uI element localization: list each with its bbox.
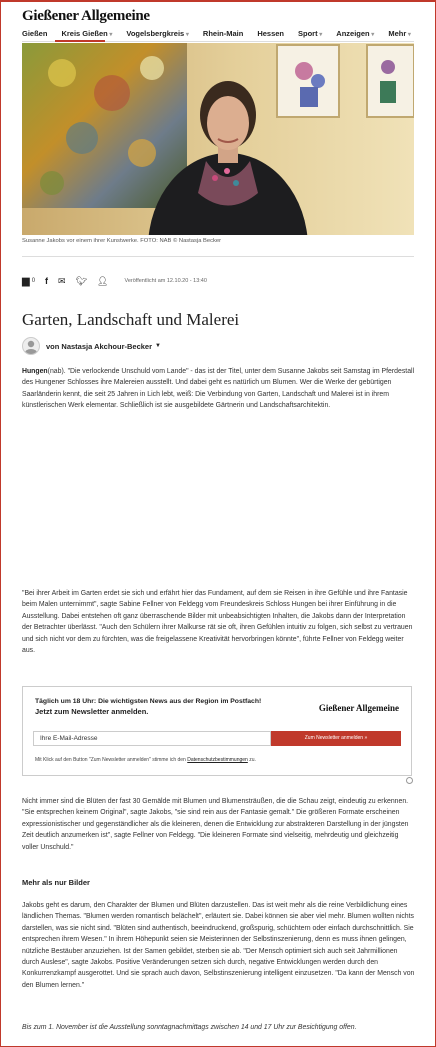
chevron-down-icon: ▾ <box>107 32 113 38</box>
newsletter-logo: Gießener Allgemeine <box>318 703 399 713</box>
nav-item-kreis-giessen[interactable]: Kreis Gießen ▾ <box>61 29 113 38</box>
facebook-icon[interactable]: f <box>45 276 49 286</box>
newsletter-consent-note: Mit Klick auf den Button "Zum Newsletter anmelden" stimme ich den Datenschutzbestimmungen zu. <box>35 757 256 763</box>
twitter-icon[interactable]: 🐦︎ <box>75 275 88 286</box>
author-byline[interactable] <box>22 337 161 355</box>
dateline: Hungen <box>22 368 48 375</box>
chevron-down-icon[interactable]: ▼ <box>155 343 161 349</box>
nav-item-hessen[interactable]: Hessen <box>257 29 285 38</box>
photo-artwork <box>22 43 414 235</box>
chevron-down-icon: ▾ <box>369 32 375 38</box>
comment-count[interactable]: 0 <box>31 278 36 284</box>
newsletter-box <box>22 686 412 776</box>
closing-note: Bis zum 1. November ist die Ausstellung sonntagnachmittags zwischen 14 und 17 Uhr zur Besichtigung offen. <box>22 1024 357 1031</box>
nav-item-sport[interactable]: Sport ▾ <box>298 29 323 38</box>
published-date: Veröffentlicht am 12.10.20 - 13:40 <box>124 278 207 284</box>
paragraph: Jakobs geht es darum, den Charakter der Blumen und Blüten darzustellen. Das ist weit mehr als die reine Verbildlichung eines ländlichen Themas. "Blumen werden romantisch belächelt", erläutert sie. Dabei können sie aber viel mehr. Blumen wollten nichts darstellen, was sie nicht sind. "Blüten sind authentisch, beeindruckend, großspurig, schüchtern oder einfach durchschnittlich. Sie entsprechen ihrem Wesen." In ihrem Höhepunkt seien sie Meisterinnen der Selbstinszenierung, denn es muss ihnen gelingen, nützliche Bestäuber anzuziehen. Ist der Samen gebildet, sterben sie ab. "Der Mensch optimiert sich auch seit Jahrmillionen durch Auslese", sagte Jakobs. Positive Veränderungen setzen sich durch, negative Entwicklungen werden durch den Konkurrenzkampf ausgerottet. Und sie sprach auch davon, Selbstinszenierung intelligent einzusetzen. "Da kann der Mensch von den Blumen lernen." <box>22 902 415 989</box>
avatar <box>22 337 40 355</box>
photo-caption: Susanne Jakobs vor einem ihrer Kunstwerke. FOTO: NAB © Nastasja Becker <box>22 238 222 244</box>
nav-item-anzeigen[interactable]: Anzeigen ▾ <box>336 29 375 38</box>
chevron-down-icon: ▾ <box>406 32 411 38</box>
follow-author-icon[interactable]: 👤︎ <box>97 275 109 286</box>
nav-item-rhein-main[interactable]: Rhein-Main <box>202 29 244 38</box>
nav-item-giessen[interactable]: Gießen <box>22 29 48 38</box>
divider <box>22 256 414 257</box>
email-field[interactable]: Ihre E-Mail-Adresse <box>33 731 271 746</box>
site-logo[interactable]: Gießener Allgemeine <box>22 8 150 24</box>
share-toolbar <box>22 275 207 287</box>
newsletter-subscribe-button[interactable]: Zum Newsletter anmelden » <box>271 731 401 746</box>
subheading: Mehr als nur Bilder <box>22 878 90 887</box>
info-icon[interactable] <box>406 777 413 784</box>
chevron-down-icon: ▾ <box>184 32 189 38</box>
author-name[interactable]: von Nastasja Akchour-Becker <box>46 341 153 351</box>
article-photo[interactable] <box>22 43 414 235</box>
nav-item-vogelsbergkreis[interactable]: Vogelsbergkreis ▾ <box>126 29 189 38</box>
lead-paragraph: Hungen(nab). "Die verlockende Unschuld vom Lande" - das ist der Titel, unter dem Susanne Jakobs seit Samstag im Pferdestall des Hungener Schlosses ihre Malereien ausstellt. Und dabei geht es natürlich um Blumen. Wer die Werke der gebürtigen Saarländerin kennt, die seit 25 Jahren in Lich lebt, weiß: Die Verbindung von Garten, Landschaft und Malerei ist in ihrem künstlerischen Werk elementar. Schließlich ist sie ausgebildete Gärtnerin und Landschaftsarchitektin. <box>22 368 415 410</box>
nav-active-indicator <box>55 40 105 42</box>
email-icon[interactable]: ✉ <box>58 275 66 286</box>
chevron-down-icon: ▾ <box>317 32 323 38</box>
privacy-link[interactable]: Datenschutzbestimmungen <box>187 757 248 763</box>
newsletter-headline: Täglich um 18 Uhr: Die wichtigsten News aus der Region im Postfach! Jetzt zum Newsletter anmelden. <box>35 698 262 716</box>
nav-item-mehr[interactable]: Mehr ▾ <box>388 29 411 38</box>
paragraph: Nicht immer sind die Blüten der fast 30 Gemälde mit Blumen und Blumensträußen, die die Schau zeigt, eindeutig zu erkennen. "Sie entsprechen keinem Original", sagte Jakobs, "sie sind rein aus der Fantasie gemalt." Die größeren Formate erscheinen expressionistischer und gegenständlicher als die kleineren, denen die Entwicklung zur abstrakteren Darstellung in der jüngsten Zeit deutlich anzumerken ist", sagte Fellner von Feldegg. "Die kleineren Formate sind vielseitig, mehrdeutig und gleichzeitig voller Unschuld." <box>22 798 409 851</box>
paragraph: "Bei ihrer Arbeit im Garten erdet sie sich und erfährt hier das Fundament, auf dem sie Reisen in ihre Gefühle und ihre Fantasie beim Malen unternimmt", sagte Sabine Fellner von Feldegg vom Freundeskreis Schloss Hungen bei ihrer Einführung in die Ausstellung. Dabei entstehen oft ganz überraschende Bilder mit unbeabsichtigten Inhalten, die Jakobs dann der Interpretation der Betrachter überlässt. "Auch den Schülern ihrer Malkurse rät sie oft, ihren Gefühlen intuitiv zu folgen, sich selbst zu vertrauen und sich nicht vor dem zu fürchten, was die freigelassene Kreativität hervorbringen könnte", führte Fellner von Feldegg weiter aus. <box>22 590 413 655</box>
main-nav <box>22 29 425 38</box>
article-title: Garten, Landschaft und Malerei <box>22 310 240 329</box>
comment-icon[interactable]: ▆ <box>22 275 30 287</box>
